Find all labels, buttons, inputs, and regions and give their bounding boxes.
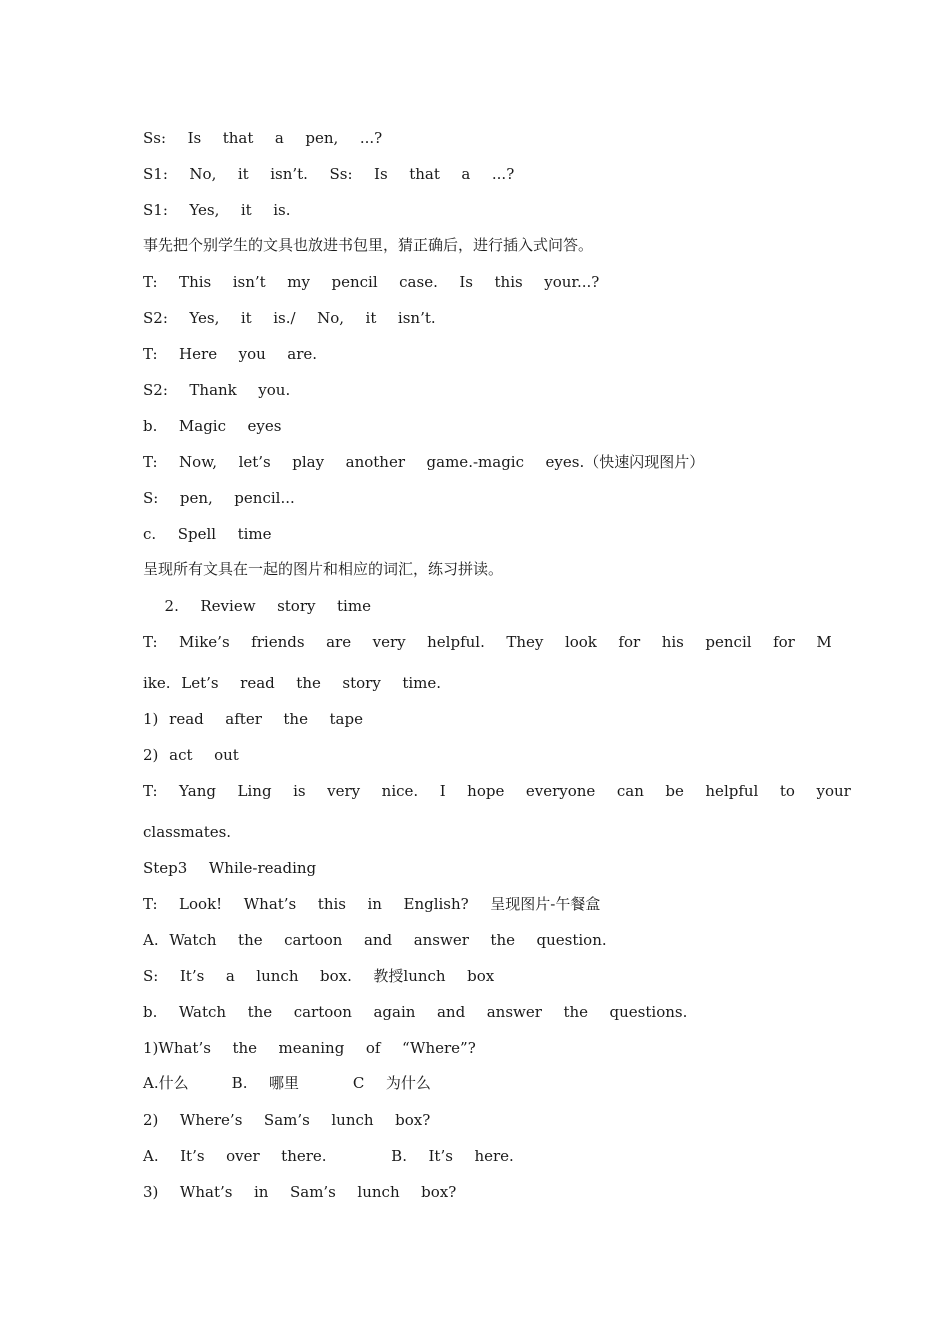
- text-line: A. It’s over there. B. It’s here.: [143, 1147, 514, 1165]
- text-line: S2: Thank you.: [143, 381, 291, 399]
- text-line: S1: No, it isn’t. Ss: Is that a ...?: [143, 165, 515, 183]
- text-line: 2) act out: [143, 746, 239, 764]
- text-line: T: This isn’t my pencil case. Is this your...?: [143, 273, 600, 291]
- text-line: Ss: Is that a pen, ...?: [143, 129, 383, 147]
- text-line: S: It’s a lunch box. 教授lunch box: [143, 967, 495, 985]
- text-line: S: pen, pencil...: [143, 489, 295, 507]
- text-line: T: Yang Ling is very nice. I hope everyone can be helpful to your: [143, 782, 851, 800]
- text-line: b. Magic eyes: [143, 417, 282, 435]
- text-line: A.什么 B. 哪里 C 为什么: [143, 1074, 431, 1092]
- text-line: b. Watch the cartoon again and answer the questions.: [143, 1003, 688, 1021]
- text-line: T: Now, let’s play another game.-magic eyes.（快速闪现图片）: [143, 453, 705, 471]
- text-line: 2. Review story time: [143, 597, 371, 615]
- text-line: c. Spell time: [143, 525, 272, 543]
- text-line: Step3 While-reading: [143, 859, 317, 877]
- text-line: T: Mike’s friends are very helpful. They look for his pencil for M: [143, 633, 832, 651]
- text-line: 2) Where’s Sam’s lunch box?: [143, 1111, 431, 1129]
- text-line: S2: Yes, it is./ No, it isn’t.: [143, 309, 436, 327]
- text-line: A. Watch the cartoon and answer the question.: [143, 931, 607, 949]
- text-line: 呈现所有文具在一起的图片和相应的词汇，练习拼读。: [143, 560, 504, 578]
- text-line: classmates.: [143, 823, 232, 841]
- text-line: 1) read after the tape: [143, 710, 363, 728]
- text-line: 3) What’s in Sam’s lunch box?: [143, 1183, 457, 1201]
- text-line: T: Look! What’s this in English? 呈现图片-午餐盒: [143, 895, 601, 913]
- text-line: S1: Yes, it is.: [143, 201, 291, 219]
- text-line: 1)What’s the meaning of “Where”?: [143, 1039, 476, 1057]
- text-line: ike. Let’s read the story time.: [143, 674, 442, 692]
- text-line: 事先把个别学生的文具也放进书包里，猜正确后，进行插入式问答。: [143, 236, 594, 254]
- text-line: T: Here you are.: [143, 345, 318, 363]
